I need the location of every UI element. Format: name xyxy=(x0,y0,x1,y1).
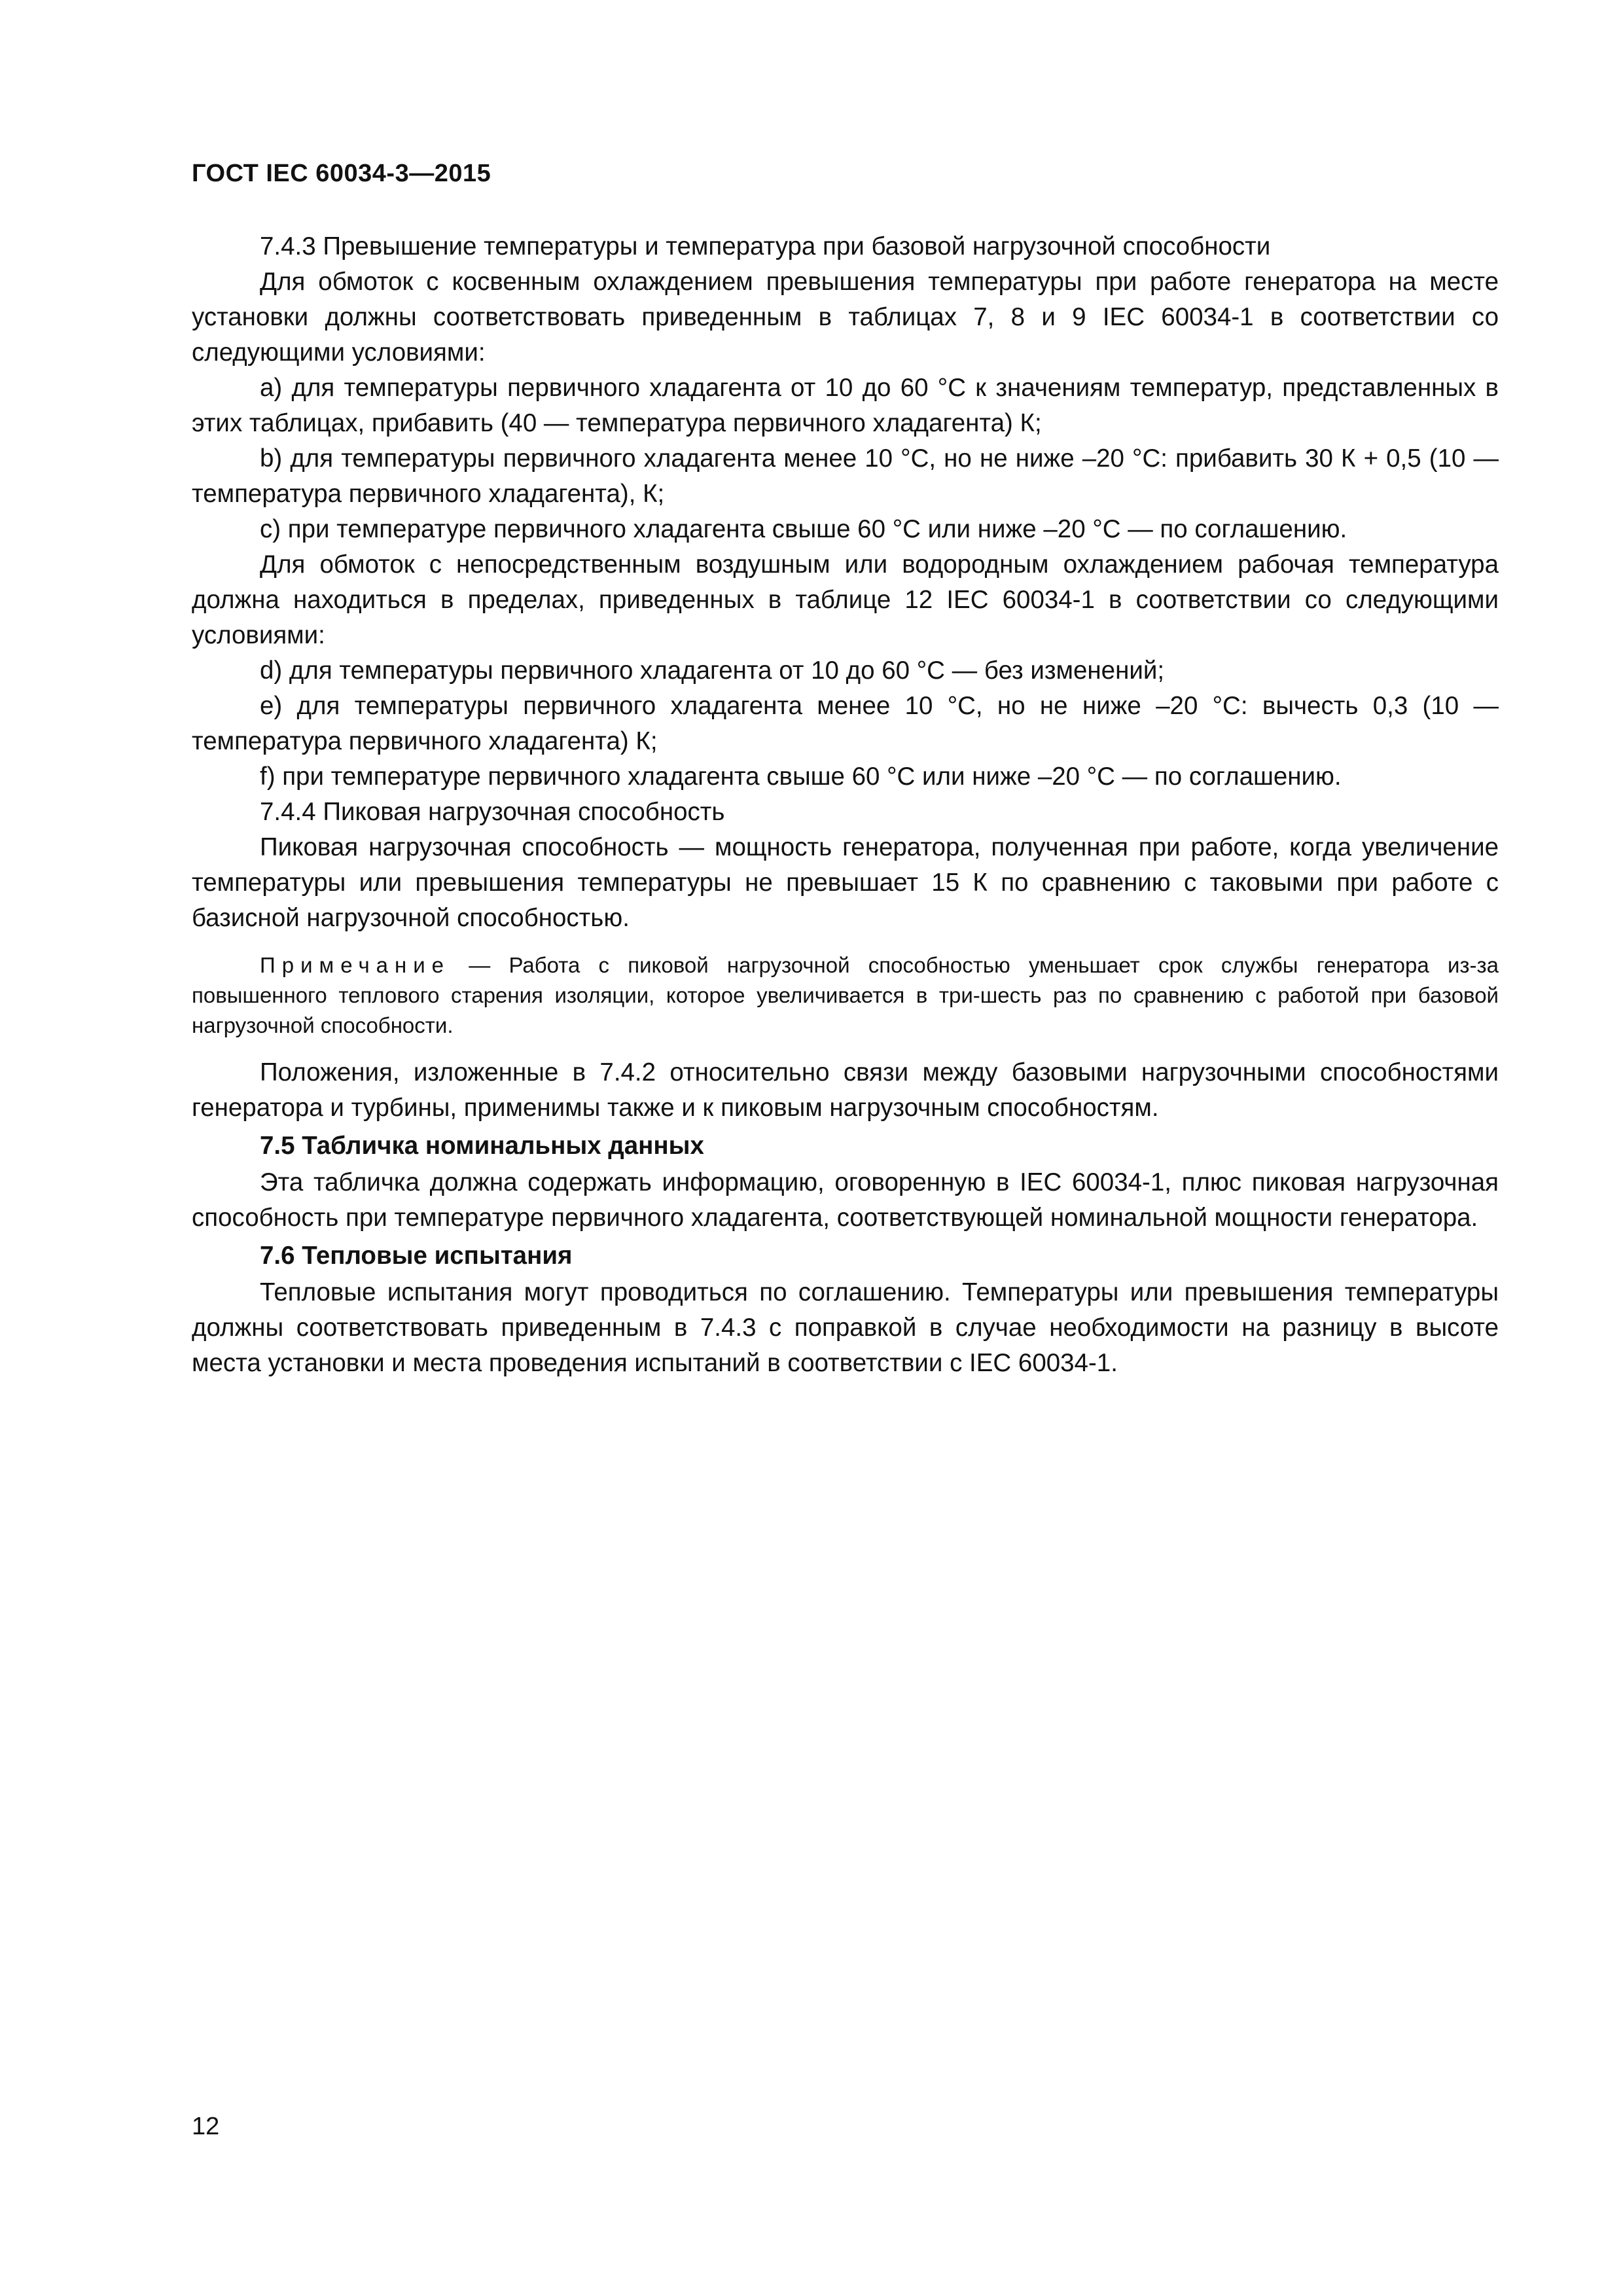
section-7-5-heading: 7.5 Табличка номинальных данных xyxy=(260,1132,704,1160)
list-item-b: b) для температуры первичного хладагента менее 10 °С, но не ниже –20 °С: прибавить 30 К + 0,5 (10 — температура первичного хладагента), К; xyxy=(192,444,1499,508)
section-7-4-3-title: 7.4.3 Превышение температуры и температура при базовой нагрузочной способности xyxy=(260,232,1271,260)
section-7-6-heading: 7.6 Тепловые испытания xyxy=(260,1242,573,1270)
list-item-d: d) для температуры первичного хладагента от 10 до 60 °С — без изменений; xyxy=(260,656,1165,685)
paragraph: Для обмоток с косвенным охлаждением превышения температуры при работе генератора на месте установки должны соответствовать приведенным в таблицах 7, 8 и 9 IEC 60034-1 в соответствии со следующими условиями: xyxy=(192,268,1499,367)
note-text: — Работа с пиковой нагрузочной способностью уменьшает срок службы генератора из-за повышенного теплового старения изоляции, которое увеличивается в три-шесть раз по сравнению с работой при базовой нагрузочной способности. xyxy=(192,953,1499,1037)
document-header: ГОСТ IEC 60034-3—2015 xyxy=(192,160,491,187)
paragraph: Пиковая нагрузочная способность — мощность генератора, полученная при работе, когда увеличение температуры или превышения температуры не превышает 15 К по сравнению с таковыми при работе с базисной нагрузочной способностью. xyxy=(192,833,1499,932)
section-7-4-4-title: 7.4.4 Пиковая нагрузочная способность xyxy=(260,798,725,826)
document-body xyxy=(192,229,1499,1381)
list-item-c: c) при температуре первичного хладагента свыше 60 °С или ниже –20 °С — по соглашению. xyxy=(260,515,1347,543)
list-item-f: f) при температуре первичного хладагента свыше 60 °С или ниже –20 °С — по соглашению. xyxy=(260,762,1342,791)
paragraph: Для обмоток с непосредственным воздушным или водородным охлаждением рабочая температура должна находиться в пределах, приведенных в таблице 12 IEC 60034-1 в соответствии со следующими условиями: xyxy=(192,550,1499,649)
paragraph: Эта табличка должна содержать информацию, оговоренную в IEC 60034-1, плюс пиковая нагрузочная способность при температуре первичного хладагента, соответствующей номинальной мощности генератора. xyxy=(192,1168,1499,1232)
note-label: Примечание xyxy=(260,953,451,977)
paragraph: Тепловые испытания могут проводиться по соглашению. Температуры или превышения температуры должны соответствовать приведенным в 7.4.3 с поправкой в случае необходимости на разницу в высоте места установки и места проведения испытаний в соответствии с IEC 60034-1. xyxy=(192,1278,1499,1377)
list-item-a: a) для температуры первичного хладагента от 10 до 60 °С к значениям температур, представленных в этих таблицах, прибавить (40 — температура первичного хладагента) К; xyxy=(192,374,1499,437)
paragraph: Положения, изложенные в 7.4.2 относительно связи между базовыми нагрузочными способностями генератора и турбины, применимы также и к пиковым нагрузочным способностям. xyxy=(192,1058,1499,1122)
page-number: 12 xyxy=(192,2113,220,2140)
note xyxy=(192,950,1499,1041)
list-item-e: e) для температуры первичного хладагента менее 10 °С, но не ниже –20 °С: вычесть 0,3 (10 — температура первичного хладагента) К; xyxy=(192,692,1499,755)
